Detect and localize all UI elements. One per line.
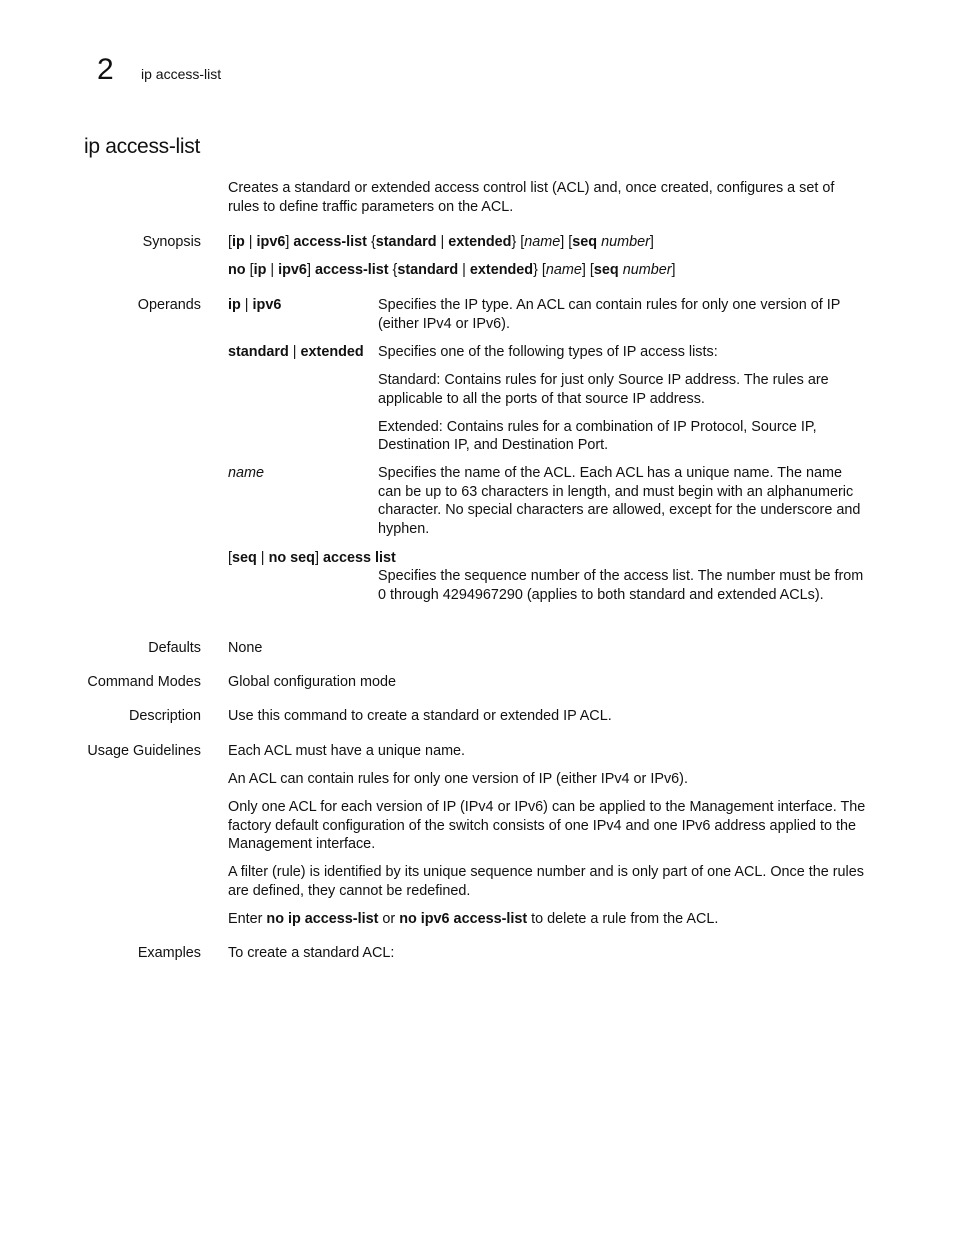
- synopsis-line-1: [228, 233, 868, 252]
- operand-desc-seq: [378, 567, 868, 614]
- usage-guidelines-label: Usage Guidelines: [87, 743, 201, 759]
- chapter-number: 2: [97, 53, 114, 86]
- syntax-keyword: standard: [375, 234, 437, 250]
- running-head: ip access-list: [141, 66, 222, 82]
- operand-keyword: ip: [228, 297, 241, 313]
- operand-term-name: [228, 464, 378, 483]
- syntax-text: {: [366, 234, 376, 250]
- guideline-paragraph: Each ACL must have a unique name.: [228, 743, 466, 759]
- syntax-keyword: ip: [232, 234, 245, 250]
- operand-desc-text: Specifies the sequence number of the access list. The number must be from 0 through 4294967290 (applies to both standard and extended ACLs).: [378, 568, 864, 603]
- operands-label: Operands: [137, 297, 201, 313]
- operand-separator: |: [240, 297, 253, 313]
- guideline-paragraph: An ACL can contain rules for only one version of IP (either IPv4 or IPv6).: [228, 770, 688, 787]
- synopsis-line-2: [228, 261, 868, 280]
- syntax-text: [: [228, 234, 232, 250]
- syntax-variable: name: [545, 261, 582, 278]
- usage-guidelines-body: [228, 742, 868, 938]
- syntax-text: {: [388, 261, 398, 278]
- guideline-paragraph: Only one ACL for each version of IP (IPv4 or IPv6) can be applied to the Management interface. The factory default configuration of the switch consists of one IPv4 and one IPv6 address applied to the Management interface.: [228, 798, 866, 853]
- command-keyword: no ip access-list: [266, 910, 379, 927]
- command-modes-label: Command Modes: [87, 674, 201, 690]
- syntax-text: |: [266, 261, 279, 278]
- section-title: ip access-list: [84, 135, 200, 158]
- operand-separator: |: [288, 344, 301, 360]
- operand-desc-text: Specifies the IP type. An ACL can contain rules for only one version of IP (either IPv4 or IPv6).: [378, 297, 841, 332]
- command-keyword: no ipv6 access-list: [399, 910, 528, 927]
- operand-keyword: extended: [300, 344, 364, 360]
- defaults-value: None: [228, 640, 263, 656]
- syntax-text: ]: [285, 234, 294, 250]
- syntax-text: ]: [649, 234, 654, 250]
- syntax-variable: number: [601, 234, 650, 250]
- command-modes-value: Global configuration mode: [228, 674, 396, 690]
- syntax-keyword: standard: [397, 261, 459, 278]
- examples-value: To create a standard ACL:: [228, 945, 395, 961]
- operand-variable: name: [228, 465, 264, 481]
- syntax-keyword: extended: [448, 234, 512, 250]
- syntax-text: [: [245, 261, 254, 278]
- defaults-label: Defaults: [148, 640, 201, 656]
- syntax-text: } [: [511, 234, 525, 250]
- operand-term-standard-extended: [228, 343, 378, 362]
- syntax-keyword: no: [228, 261, 246, 278]
- description-label: Description: [129, 708, 201, 724]
- synopsis-body: [228, 233, 868, 289]
- syntax-variable: number: [622, 261, 672, 278]
- syntax-keyword: ipv6: [278, 261, 307, 278]
- syntax-text: |: [244, 234, 257, 250]
- description-value: Use this command to create a standard or extended IP ACL.: [228, 708, 612, 724]
- syntax-keyword: access-list: [314, 261, 389, 278]
- operand-separator: |: [256, 550, 269, 566]
- operand-term-seq: [228, 549, 396, 568]
- syntax-keyword: ipv6: [256, 234, 286, 250]
- syntax-keyword: access-list: [293, 234, 367, 250]
- guideline-text: or: [378, 910, 400, 927]
- operand-desc-standard-extended: [378, 343, 868, 464]
- synopsis-label: Synopsis: [142, 234, 201, 250]
- operand-keyword: standard: [228, 344, 289, 360]
- syntax-text: ] [: [560, 234, 573, 250]
- operand-desc-name: [378, 464, 868, 548]
- operand-bracket: ]: [314, 550, 323, 566]
- operand-keyword: access list: [322, 550, 396, 566]
- syntax-keyword: seq: [572, 234, 598, 250]
- syntax-text: ] [: [581, 261, 594, 278]
- syntax-variable: name: [524, 234, 561, 250]
- operand-desc-text: Extended: Contains rules for a combination of IP Protocol, Source IP, Destination IP, and Destination Port.: [378, 418, 817, 454]
- operand-desc-text: Standard: Contains rules for just only Source IP address. The rules are applicable to all the ports of that source IP address.: [378, 371, 829, 407]
- operand-term-ip: [228, 296, 378, 315]
- syntax-text: ]: [306, 261, 315, 278]
- syntax-text: |: [458, 261, 470, 278]
- operand-desc-ip: [378, 296, 868, 343]
- operand-keyword: ipv6: [252, 297, 282, 313]
- operand-keyword: no seq: [268, 550, 315, 566]
- guideline-paragraph: [228, 910, 868, 929]
- syntax-text: } [: [533, 261, 546, 278]
- syntax-keyword: extended: [469, 261, 534, 278]
- operand-keyword: seq: [232, 550, 257, 566]
- guideline-text: to delete a rule from the ACL.: [527, 910, 719, 927]
- syntax-text: |: [436, 234, 449, 250]
- examples-label: Examples: [137, 945, 201, 961]
- syntax-keyword: ip: [253, 261, 267, 278]
- guideline-text: Enter: [228, 910, 267, 927]
- operand-desc-text: Specifies the name of the ACL. Each ACL has a unique name. The name can be up to 63 characters in length, and must begin with an alphanumeric character. No special characters are allowed, except for the underscore and hyphen.: [378, 465, 861, 537]
- operands-body: [228, 296, 868, 626]
- syntax-keyword: seq: [593, 261, 619, 278]
- operand-bracket: [: [228, 550, 232, 566]
- operand-desc-text: Specifies one of the following types of IP access lists:: [378, 344, 718, 360]
- guideline-paragraph: A filter (rule) is identified by its unique sequence number and is only part of one ACL. Once the rules are defined, they cannot be redefined.: [228, 864, 864, 899]
- syntax-text: ]: [671, 261, 676, 278]
- intro-paragraph: Creates a standard or extended access control list (ACL) and, once created, configures a set of rules to define traffic parameters on the ACL.: [228, 180, 835, 215]
